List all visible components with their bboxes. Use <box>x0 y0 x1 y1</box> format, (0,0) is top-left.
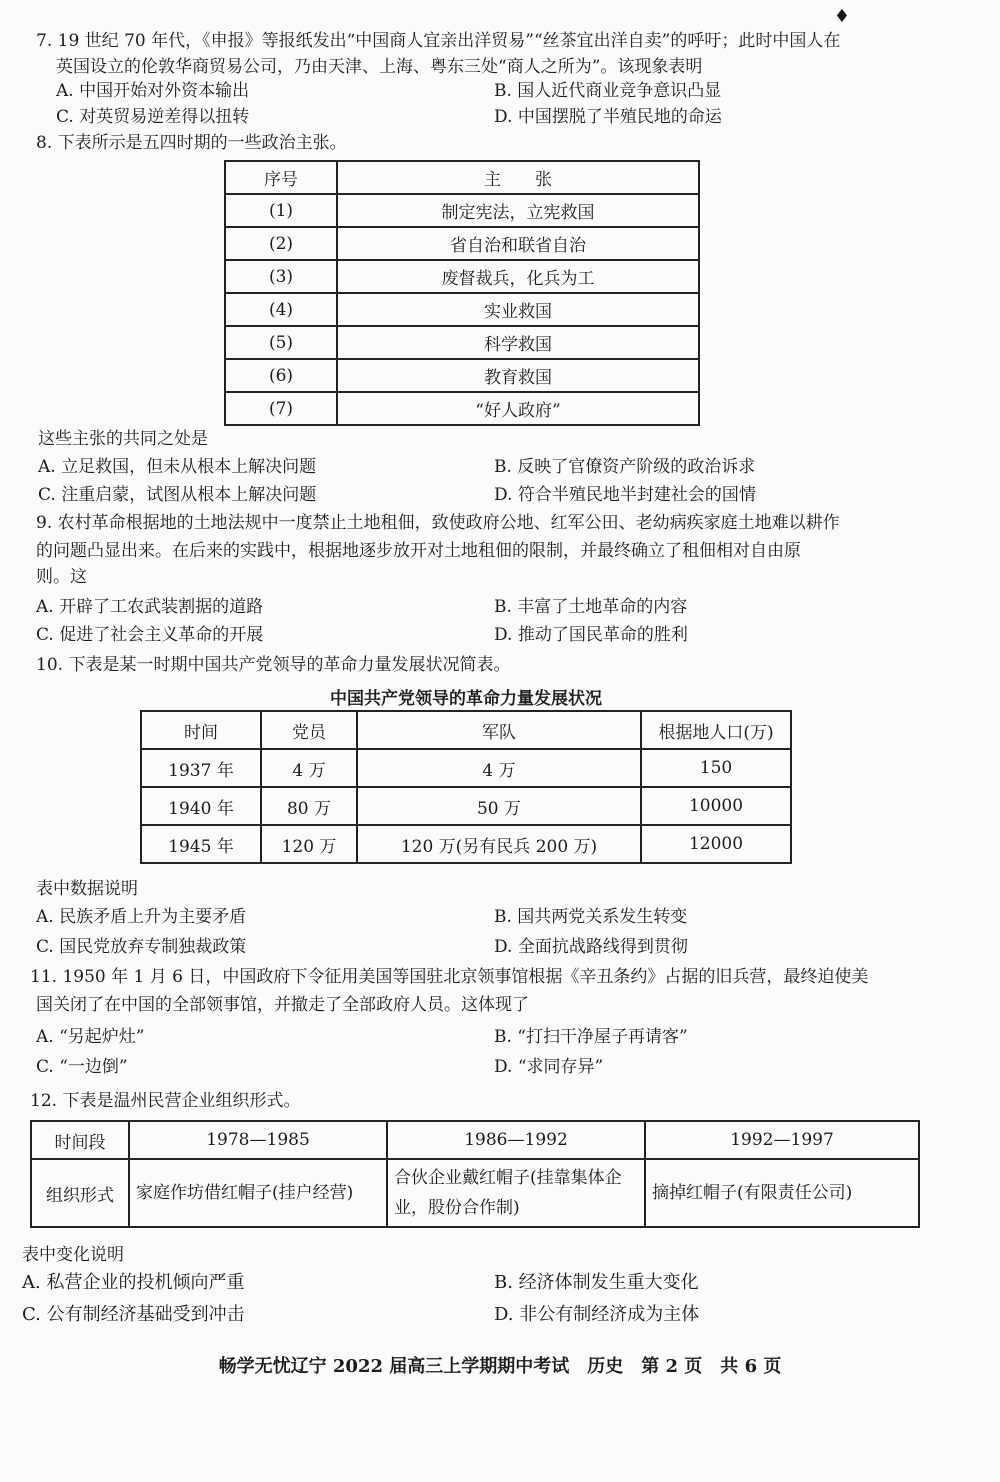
q7-stem-line1: 7. 19 世纪 70 年代，《申报》等报纸发出“中国商人宜亲出洋贸易”“丝茶宜出洋自卖”的呼吁；此时中国人在 <box>36 31 841 51</box>
table-row <box>225 392 699 425</box>
q12-option-c: C. 公有制经济基础受到冲击 <box>22 1304 245 1325</box>
table-row <box>225 260 699 293</box>
table-cell: 制定宪法，立宪救国 <box>337 194 699 227</box>
table-row <box>141 749 791 787</box>
table-row <box>141 825 791 863</box>
q12-table <box>30 1120 920 1228</box>
table-cell: 1937 年 <box>141 749 261 787</box>
table-cell: 废督裁兵，化兵为工 <box>337 260 699 293</box>
table-header-cell: 1986—1992 <box>387 1121 645 1159</box>
q8-option-d: D. 符合半殖民地半封建社会的国情 <box>494 485 756 505</box>
table-cell: 科学救国 <box>337 326 699 359</box>
table-cell: 实业救国 <box>337 293 699 326</box>
table-cell: 教育救国 <box>337 359 699 392</box>
table-cell: 1940 年 <box>141 787 261 825</box>
table-cell: 10000 <box>641 787 791 825</box>
q12-option-b: B. 经济体制发生重大变化 <box>494 1272 699 1293</box>
q8-option-c: C. 注重启蒙，试图从根本上解决问题 <box>38 485 317 505</box>
q8-table <box>224 160 700 426</box>
table-header-cell: 根据地人口(万) <box>641 711 791 749</box>
table-cell: 150 <box>641 749 791 787</box>
table-cell: 4 万 <box>261 749 357 787</box>
table-header-cell: 时间段 <box>31 1121 129 1159</box>
q8-option-a: A. 立足救国，但未从根本上解决问题 <box>38 457 317 477</box>
table-header-row <box>141 711 791 749</box>
table-header-cell: 主 张 <box>337 161 699 194</box>
q10-table-caption: 中国共产党领导的革命力量发展状况 <box>330 689 602 709</box>
q8-option-b: B. 反映了官僚资产阶级的政治诉求 <box>494 457 756 477</box>
q9-option-c: C. 促进了社会主义革命的开展 <box>36 625 264 645</box>
q9-stem-line3: 则。这 <box>36 567 87 587</box>
q7-option-a: A. 中国开始对外资本输出 <box>56 81 250 101</box>
page-footer: 畅学无忧辽宁 2022 届高三上学期期中考试 历史 第 2 页 共 6 页 <box>218 1356 782 1377</box>
table-header-cell: 1978—1985 <box>129 1121 387 1159</box>
table-cell: (6) <box>225 359 337 392</box>
table-cell: “好人政府” <box>337 392 699 425</box>
table-header-row <box>31 1121 919 1159</box>
table-cell: (5) <box>225 326 337 359</box>
q7-option-b: B. 国人近代商业竞争意识凸显 <box>494 81 722 101</box>
q11-stem-line1: 11. 1950 年 1 月 6 日，中国政府下令征用美国等国驻北京领事馆根据《辛丑条约》占据的旧兵营，最终迫使美 <box>30 967 869 987</box>
table-cell: 4 万 <box>357 749 641 787</box>
q12-question: 表中变化说明 <box>22 1245 124 1265</box>
table-cell: 120 万(另有民兵 200 万) <box>357 825 641 863</box>
q9-option-a: A. 开辟了工农武装割据的道路 <box>36 597 264 617</box>
table-cell: 组织形式 <box>31 1159 129 1227</box>
q10-option-b: B. 国共两党关系发生转变 <box>494 907 688 927</box>
table-cell: 50 万 <box>357 787 641 825</box>
table-header-cell: 1992—1997 <box>645 1121 919 1159</box>
table-cell: 120 万 <box>261 825 357 863</box>
q7-option-c: C. 对英贸易逆差得以扭转 <box>56 107 250 127</box>
table-header-cell: 序号 <box>225 161 337 194</box>
q9-stem-line2: 的问题凸显出来。在后来的实践中，根据地逐步放开对土地租佃的限制，并最终确立了租佃相对自由原 <box>36 541 801 561</box>
table-row <box>225 326 699 359</box>
q10-option-c: C. 国民党放弃专制独裁政策 <box>36 937 247 957</box>
q10-stem: 10. 下表是某一时期中国共产党领导的革命力量发展状况简表。 <box>36 655 511 675</box>
table-row <box>31 1159 919 1227</box>
table-cell: (1) <box>225 194 337 227</box>
table-row <box>141 787 791 825</box>
table-header-cell: 时间 <box>141 711 261 749</box>
q8-stem: 8. 下表所示是五四时期的一些政治主张。 <box>36 133 347 153</box>
table-row <box>225 194 699 227</box>
table-header-row <box>225 161 699 194</box>
table-cell: (7) <box>225 392 337 425</box>
table-cell: 合伙企业戴红帽子(挂靠集体企业，股份合作制) <box>387 1159 645 1227</box>
q11-option-c: C. “一边倒” <box>36 1057 128 1077</box>
q10-option-a: A. 民族矛盾上升为主要矛盾 <box>36 907 247 927</box>
q9-option-d: D. 推动了国民革命的胜利 <box>494 625 688 645</box>
table-cell: 家庭作坊借红帽子(挂户经营) <box>129 1159 387 1227</box>
q11-option-b: B. “打扫干净屋子再请客” <box>494 1027 688 1047</box>
q11-option-a: A. “另起炉灶” <box>36 1027 145 1047</box>
table-cell: 12000 <box>641 825 791 863</box>
q9-option-b: B. 丰富了土地革命的内容 <box>494 597 688 617</box>
q10-option-d: D. 全面抗战路线得到贯彻 <box>494 937 688 957</box>
q12-option-a: A. 私营企业的投机倾向严重 <box>22 1272 245 1293</box>
table-header-cell: 军队 <box>357 711 641 749</box>
corner-mark: ♦ <box>833 6 850 27</box>
q8-question: 这些主张的共同之处是 <box>38 429 208 449</box>
q7-stem-line2: 英国设立的伦敦华商贸易公司，乃由天津、上海、粤东三处“商人之所为”。该现象表明 <box>56 57 703 77</box>
table-cell: (3) <box>225 260 337 293</box>
q12-stem: 12. 下表是温州民营企业组织形式。 <box>30 1091 301 1111</box>
table-header-cell: 党员 <box>261 711 357 749</box>
table-row <box>225 227 699 260</box>
table-row <box>225 359 699 392</box>
table-cell: 1945 年 <box>141 825 261 863</box>
q10-question: 表中数据说明 <box>36 879 138 899</box>
table-cell: (4) <box>225 293 337 326</box>
q10-table <box>140 710 792 864</box>
table-cell: 省自治和联省自治 <box>337 227 699 260</box>
q11-stem-line2: 国关闭了在中国的全部领事馆，并撤走了全部政府人员。这体现了 <box>36 995 529 1015</box>
table-row <box>225 293 699 326</box>
table-cell: 80 万 <box>261 787 357 825</box>
q7-option-d: D. 中国摆脱了半殖民地的命运 <box>494 107 722 127</box>
q11-option-d: D. “求同存异” <box>494 1057 604 1077</box>
q12-option-d: D. 非公有制经济成为主体 <box>494 1304 700 1325</box>
q9-stem-line1: 9. 农村革命根据地的土地法规中一度禁止土地租佃，致使政府公地、红军公田、老幼病疾家庭土地难以耕作 <box>36 513 840 533</box>
table-cell: 摘掉红帽子(有限责任公司) <box>645 1159 919 1227</box>
table-cell: (2) <box>225 227 337 260</box>
